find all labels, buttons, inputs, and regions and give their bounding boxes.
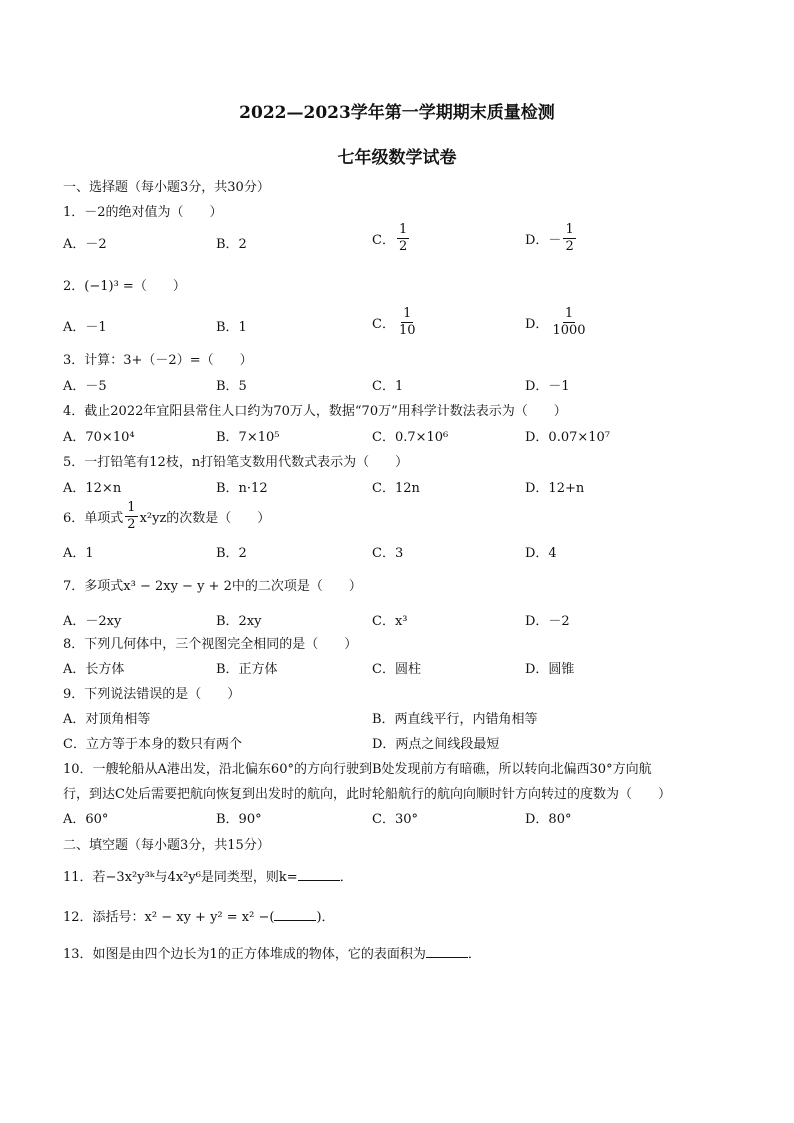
q8-option-a: A．长方体 [63, 662, 125, 677]
q6-option-b: B．2 [216, 546, 247, 561]
q4-option-a: A．70×10⁴ [63, 430, 135, 445]
question-13: 13．如图是由四个边长为1的正方体堆成的物体，它的表面积为 ． [63, 947, 481, 962]
question-2-stem: 2．(−1)³ =（ ） [63, 279, 186, 294]
question-8-stem: 8．下列几何体中，三个视图完全相同的是（ ） [63, 637, 358, 652]
question-9-stem: 9．下列说法错误的是（ ） [63, 687, 241, 702]
section-fill-heading: 二、填空题（每小题3分，共15分） [63, 838, 270, 853]
q1-option-b: B．2 [216, 237, 247, 252]
q7-option-c: C．x³ [372, 614, 408, 629]
question-4-stem: 4．截止2022年宜阳县常住人口约为70万人，数据“70万”用科学计数法表示为（ ） [63, 404, 567, 419]
q10-option-b: B．90° [216, 812, 262, 827]
question-10-stem-line1: 10．一艘轮船从A港出发，沿北偏东60°的方向行驶到B处发现前方有暗礁，所以转向北偏西30°方向航 [63, 762, 652, 777]
exam-title: 2022—2023学年第一学期期末质量检测 [239, 103, 555, 123]
q3-option-a: A．－5 [63, 379, 107, 394]
q2-option-a: A．－1 [63, 320, 107, 335]
question-5-stem: 5．一打铅笔有12枝，n打铅笔支数用代数式表示为（ ） [63, 455, 409, 470]
q9-option-b: B．两直线平行，内错角相等 [372, 712, 538, 727]
q9-option-a: A．对顶角相等 [63, 712, 151, 727]
exam-subtitle: 七年级数学试卷 [337, 148, 457, 168]
q4-option-b: B．7×10⁵ [216, 430, 280, 445]
q1-option-d: D．－ $\frac{1}{2}$ [525, 222, 574, 254]
q10-option-c: C．30° [372, 812, 418, 827]
q6-option-c: C．3 [372, 546, 404, 561]
q5-option-c: C．12n [372, 481, 420, 496]
question-1-stem: 1．－2的绝对值为（ ） [63, 205, 223, 220]
q2-option-b: B．1 [216, 320, 247, 335]
question-7-stem: 7．多项式x³ − 2xy − y + 2中的二次项是（ ） [63, 579, 362, 594]
q5-option-d: D．12+n [525, 481, 585, 496]
section-choice-heading: 一、选择题（每小题3分，共30分） [63, 180, 270, 195]
q10-option-a: A．60° [63, 812, 109, 827]
q9-option-c: C．立方等于本身的数只有两个 [63, 737, 242, 752]
q3-option-c: C．1 [372, 379, 404, 394]
q8-option-c: C．圆柱 [372, 662, 421, 677]
q10-option-d: D．80° [525, 812, 572, 827]
q8-option-b: B．正方体 [216, 662, 278, 677]
q5-option-a: A．12×n [63, 481, 122, 496]
q4-option-c: C．0.7×10⁶ [372, 430, 449, 445]
q4-option-d: D．0.07×10⁷ [525, 430, 611, 445]
question-12: 12．添括号：x² − xy + y² = x² −( )． [63, 910, 335, 925]
q5-option-b: B．n·12 [216, 481, 268, 496]
answer-blank [426, 945, 468, 958]
q8-option-d: D．圆锥 [525, 662, 575, 677]
question-10-stem-line2: 行，到达C处后需要把航向恢复到出发时的航向，此时轮船航行的航向向顺时针方向转过的度数为（ ） [63, 787, 671, 802]
q9-option-d: D．两点之间线段最短 [372, 737, 500, 752]
question-11: 11．若−3x²y³ᵏ与4x²y⁶是同类型，则k= ． [63, 870, 353, 885]
q3-option-d: D．－1 [525, 379, 570, 394]
q3-option-b: B．5 [216, 379, 247, 394]
q2-option-d: D． $\frac{1}{1000}$ [525, 306, 586, 338]
q1-option-a: A．－2 [63, 237, 107, 252]
q6-option-a: A．1 [63, 546, 94, 561]
question-6-stem: 6．单项式 $\frac{1}{2}$ x²yz的次数是（ ） [63, 500, 271, 532]
answer-blank [298, 868, 340, 881]
q7-option-b: B．2xy [216, 614, 262, 629]
q1-option-c: C． $\frac{1}{2}$ [372, 222, 408, 254]
answer-blank [274, 908, 316, 921]
q2-option-c: C． $\frac{1}{10}$ [372, 306, 416, 338]
q7-option-d: D．－2 [525, 614, 570, 629]
q7-option-a: A．－2xy [63, 614, 122, 629]
q6-option-d: D．4 [525, 546, 557, 561]
question-3-stem: 3．计算：3+（－2）=（ ） [63, 353, 253, 368]
